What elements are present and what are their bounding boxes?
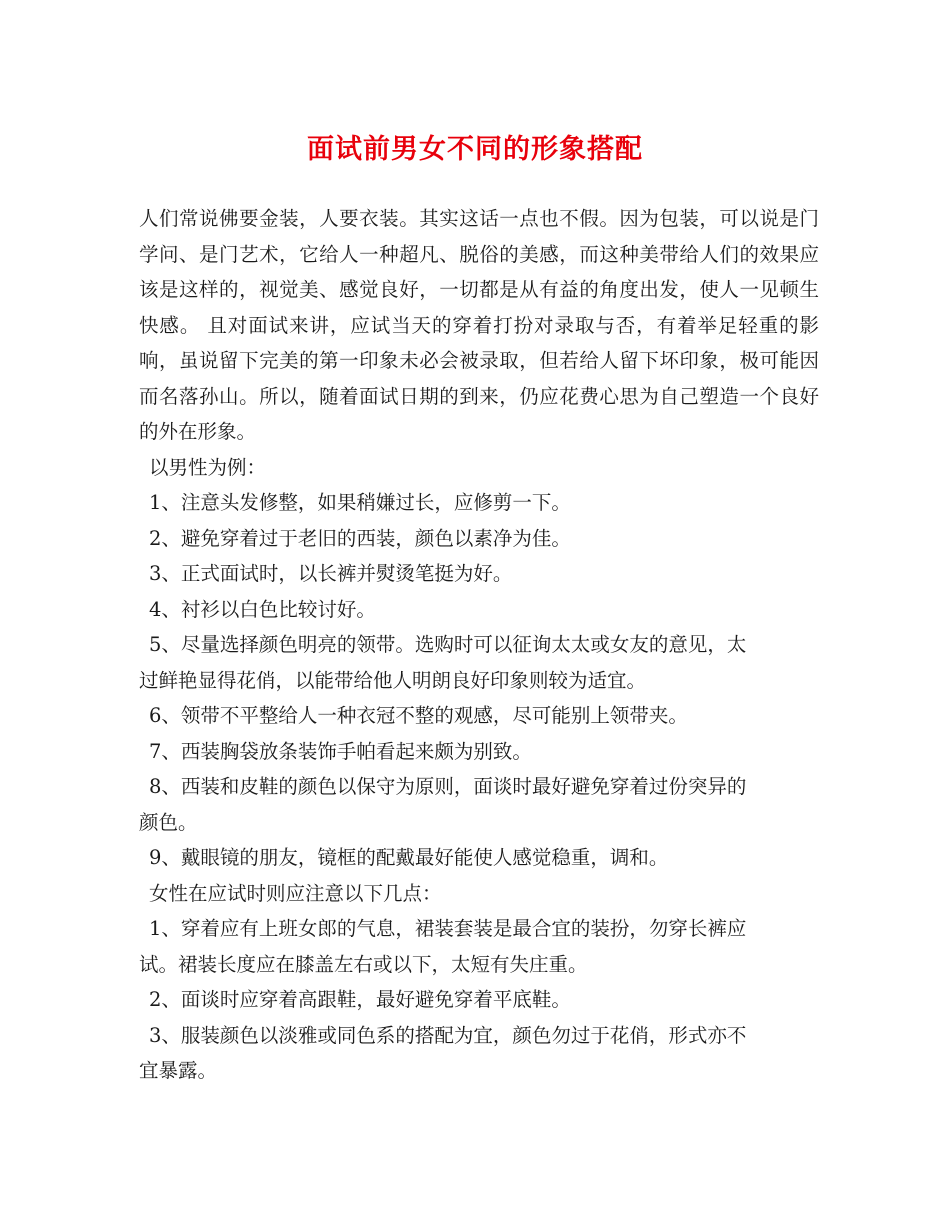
men-item-8-continued: 颜色。 xyxy=(139,810,198,834)
women-item-1-continued: 试。裙装长度应在膝盖左右或以下，太短有失庄重。 xyxy=(139,952,588,976)
men-item-2: 2、避免穿着过于老旧的西装，颜色以素净为佳。 xyxy=(149,526,571,550)
men-item-9: 9、戴眼镜的朋友，镜框的配戴最好能使人感觉稳重，调和。 xyxy=(149,846,669,869)
men-item-8: 8、西装和皮鞋的颜色以保守为原则，面谈时最好避免穿着过份突异的 xyxy=(149,775,747,798)
document-body xyxy=(139,201,819,1089)
women-item-3: 3、服装颜色以淡雅或同色系的搭配为宜，颜色勿过于花俏，形式亦不 xyxy=(149,1023,747,1047)
men-item-6: 6、领带不平整给人一种衣冠不整的观感，尽可能别上领带夹。 xyxy=(149,704,688,727)
women-item-2: 2、面谈时应穿着高跟鞋，最好避免穿着平底鞋。 xyxy=(149,988,571,1011)
men-item-4: 4、衬衫以白色比较讨好。 xyxy=(149,597,376,621)
men-item-5-continued: 过鲜艳显得花俏，以能带给他人明朗良好印象则较为适宜。 xyxy=(139,668,647,692)
men-item-3: 3、正式面试时，以长裤并熨烫笔挺为好。 xyxy=(149,562,513,585)
men-item-5: 5、尽量选择颜色明亮的领带。选购时可以征询太太或女友的意见，太 xyxy=(149,633,747,656)
intro-paragraph: 人们常说佛要金装，人要衣装。其实这话一点也不假。因为包装，可以说是门学问、是门艺术，它给人一种超凡、脱俗的美感，而这种美带给人们的效果应该是这样的，视觉美、感觉良好，一切都是从有益的角度出发，使人一见顿生快感。 且对面试来讲，应试当天的穿着打扮对录取与否，有着举足轻重的影响，虽说留下完美的第一印象未必会被录取，但若给人留下坏印象，极可能因而名落孙山。所以，随着面试日期的到来，仍应花费心思为自己塑造一个良好的外在形象。 xyxy=(139,207,819,443)
document-title: 面试前男女不同的形象搭配 xyxy=(307,134,643,165)
men-item-7: 7、西装胸袋放条装饰手帕看起来颇为别致。 xyxy=(149,739,532,763)
men-heading: 以男性为例： xyxy=(149,455,267,479)
women-item-3-continued: 宜暴露。 xyxy=(139,1059,218,1082)
women-heading: 女性在应试时则应注意以下几点： xyxy=(149,881,442,905)
men-item-1: 1、注意头发修整，如果稍嫌过长，应修剪一下。 xyxy=(149,491,571,514)
women-item-1: 1、穿着应有上班女郎的气息，裙装套装是最合宜的装扮，勿穿长裤应 xyxy=(149,917,747,940)
